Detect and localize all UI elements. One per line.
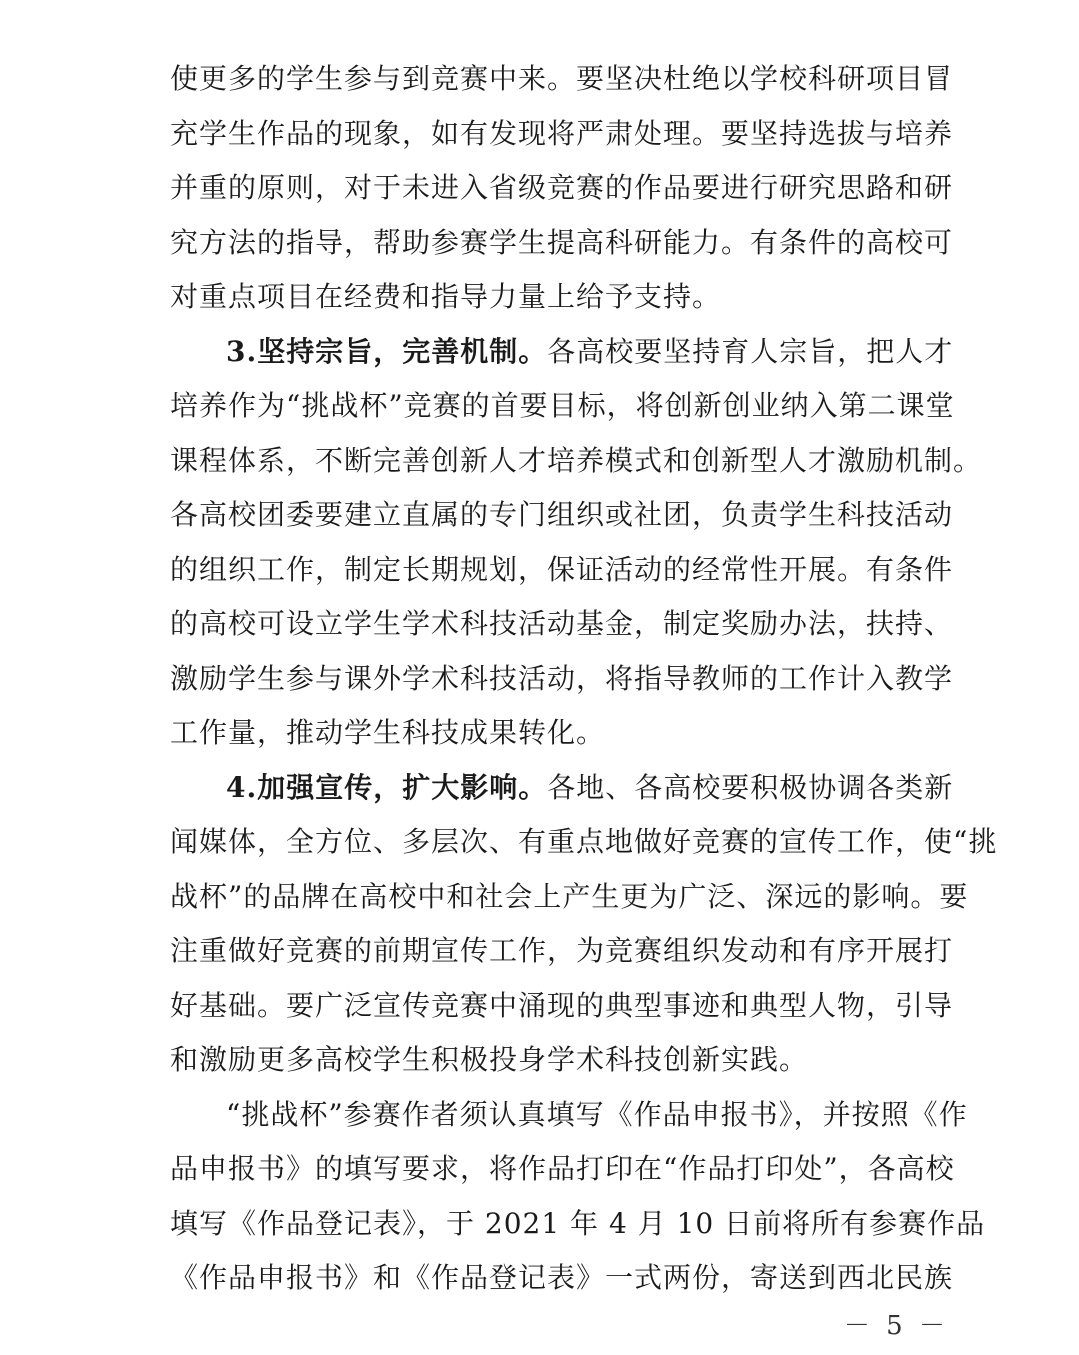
text-line: 的高校可设立学生学术科技活动基金，制定奖励办法，扶持、 xyxy=(170,607,954,640)
text-line: 品申报书》的填写要求，将作品打印在“作品打印处”，各高校 xyxy=(170,1152,955,1185)
text-line: 课程体系，不断完善创新人才培养模式和创新型人才激励机制。 xyxy=(170,443,983,477)
text-line: 好基础。要广泛宣传竞赛中涌现的典型事迹和典型人物，引导 xyxy=(170,988,954,1022)
text-line: 填写《作品登记表》，于 2021 年 4 月 10 日前将所有参赛作品 xyxy=(170,1206,986,1240)
text-line: 对重点项目在经费和指导力量上给予支持。 xyxy=(170,280,722,313)
section-4-text: 各地、各高校要积极协调各类新 xyxy=(547,770,954,804)
text-line: 各高校团委要建立直属的专门组织或社团，负责学生科技活动 xyxy=(170,498,954,531)
text-line: 使更多的学生参与到竞赛中来。要坚决杜绝以学校科研项目冒 xyxy=(170,62,954,95)
text-line: 工作量，推动学生科技成果转化。 xyxy=(170,716,606,749)
text-line: 充学生作品的现象，如有发现将严肃处理。要坚持选拔与培养 xyxy=(170,116,954,150)
section-3-text: 各高校要坚持育人宗旨，把人才 xyxy=(547,334,954,368)
section-4-first-line xyxy=(170,761,954,816)
text-line: 战杯”的品牌在高校中和社会上产生更为广泛、深远的影响。要 xyxy=(170,879,969,913)
text-line: 究方法的指导，帮助参赛学生提高科研能力。有条件的高校可 xyxy=(170,225,954,259)
text-line: 闻媒体，全方位、多层次、有重点地做好竞赛的宣传工作，使“挑 xyxy=(170,825,998,858)
text-line: 的组织工作，制定长期规划，保证活动的经常性开展。有条件 xyxy=(170,552,954,586)
document-body xyxy=(170,52,998,1306)
text-line: 和激励更多高校学生积极投身学术科技创新实践。 xyxy=(170,1043,809,1076)
section-4-heading: 4.加强宣传，扩大影响。 xyxy=(226,770,548,804)
page-number: － 5 － xyxy=(843,1311,949,1341)
text-line: 注重做好竞赛的前期宣传工作，为竞赛组织发动和有序开展打 xyxy=(170,934,954,967)
text-line: 并重的原则，对于未进入省级竞赛的作品要进行研究思路和研 xyxy=(170,171,954,204)
section-3-first-line xyxy=(170,325,954,380)
paragraph-first-line: “挑战杯”参赛作者须认真填写《作品申报书》，并按照《作 xyxy=(226,1097,968,1131)
text-line: 培养作为“挑战杯”竞赛的首要目标，将创新创业纳入第二课堂 xyxy=(170,389,955,422)
text-line: 《作品申报书》和《作品登记表》一式两份，寄送到西北民族 xyxy=(170,1261,954,1294)
text-line: 激励学生参与课外学术科技活动，将指导教师的工作计入教学 xyxy=(170,661,954,695)
section-3-heading: 3.坚持宗旨，完善机制。 xyxy=(226,334,548,368)
